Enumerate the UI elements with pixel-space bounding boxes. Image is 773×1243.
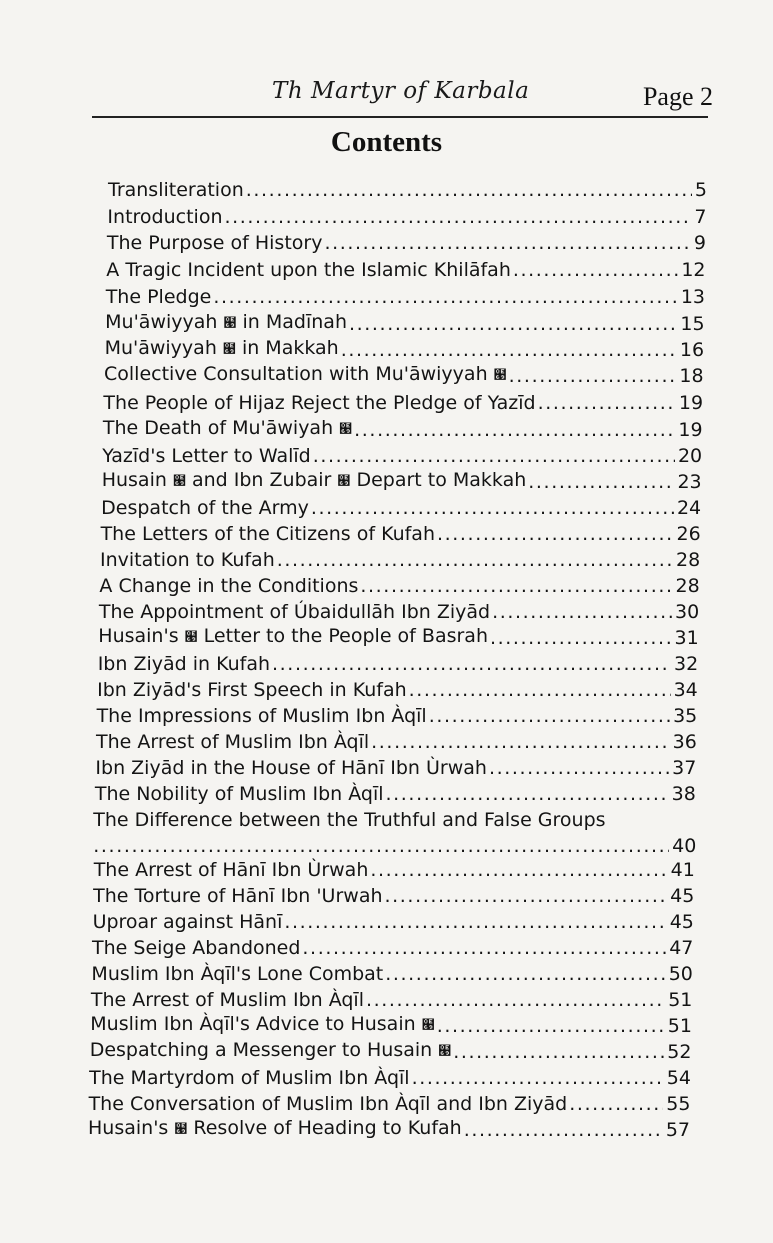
toc-entry: [105, 338, 705, 362]
toc-leader-dots: [437, 1014, 665, 1038]
toc-entry-page: 38: [671, 783, 696, 805]
toc-leader-dots: [429, 704, 670, 728]
toc-entry: [93, 884, 694, 908]
toc-entry-page: 47: [669, 937, 694, 959]
toc-leader-dots: [453, 1040, 664, 1064]
toc-entry: [98, 626, 698, 650]
toc-entry: [103, 391, 703, 415]
toc-leader-dots: [277, 548, 673, 572]
toc-entry-title: Transliteration: [108, 179, 244, 201]
toc-entry-page: 19: [678, 392, 704, 414]
honorific-symbol: ๩: [339, 422, 353, 437]
toc-entry-page: 45: [669, 911, 694, 933]
honorific-symbol: ๩: [222, 342, 236, 357]
toc-entry: [105, 312, 704, 336]
toc-leader-dots: [93, 834, 669, 858]
toc-leader-dots: [437, 522, 673, 546]
toc-entry: [98, 652, 699, 676]
toc-entry-title: The Nobility of Muslim Ibn Àqīl: [94, 783, 384, 805]
toc-entry-page: 13: [680, 286, 706, 308]
toc-leader-dots: [324, 231, 690, 255]
toc-entry-page: 20: [677, 445, 703, 467]
toc-entry-page: 35: [673, 705, 698, 727]
toc-entry-title: The Arrest of Hānī Ibn Ùrwah: [93, 859, 369, 881]
honorific-symbol: ๩: [184, 630, 198, 645]
toc-leader-dots: [213, 285, 678, 309]
toc-entry-title: A Tragic Incident upon the Islamic Khilāfah: [106, 259, 511, 281]
toc-leader-dots: [490, 626, 672, 650]
toc-entry: [92, 936, 693, 960]
toc-entry-title: Ibn Ziyād in the House of Hānī Ibn Ùrwah: [95, 757, 487, 779]
toc-leader-dots: [538, 391, 676, 415]
toc-entry-page: 45: [670, 885, 695, 907]
toc-entry-title: The Martyrdom of Muslim Ibn Àqīl: [89, 1067, 410, 1089]
toc-entry-title: Ibn Ziyād in Kufah: [97, 653, 271, 675]
toc-entry-title: Introduction: [107, 206, 223, 228]
toc-entry: [107, 205, 706, 229]
toc-leader-dots: [313, 444, 675, 468]
honorific-symbol: ๩: [223, 316, 237, 331]
toc-entry: [104, 364, 704, 388]
toc-entry-page: 40: [672, 835, 697, 857]
running-title: Th Martyr of Karbala: [272, 78, 530, 104]
toc-entry-page: 23: [677, 471, 702, 493]
honorific-symbol: ๩: [172, 474, 186, 489]
toc-leader-dots: [489, 756, 669, 780]
toc-leader-dots: [386, 782, 669, 806]
toc-entry: [96, 730, 697, 754]
honorific-symbol: ๩: [493, 368, 507, 383]
toc-entry: [106, 258, 705, 282]
toc-entry: [108, 178, 707, 202]
toc-entry-title: The Torture of Hānī Ibn 'Urwah: [93, 885, 383, 907]
toc-leader-dots: [360, 574, 672, 598]
toc-entry: [97, 704, 698, 728]
toc-entry-page: 31: [674, 627, 699, 649]
toc-entry-page: 55: [666, 1093, 691, 1115]
toc-leader-dots: [528, 470, 674, 494]
toc-entry-page: 54: [666, 1067, 691, 1089]
toc-leader-dots: [349, 312, 677, 336]
toc-leader-dots: [246, 178, 692, 202]
toc-entry-title: Husain's ๩ Resolve of Heading to Kufah: [88, 1117, 462, 1139]
toc-entry-title: Invitation to Kufah: [100, 549, 275, 571]
toc-leader-dots: [385, 962, 665, 986]
toc-entry-page: 57: [665, 1119, 690, 1141]
toc-leader-dots: [366, 988, 665, 1012]
toc-leader-dots: [302, 936, 666, 960]
toc-entry: [89, 1092, 691, 1116]
toc-entry: [94, 858, 695, 882]
toc-entry-page: 28: [675, 575, 700, 597]
toc-entry: [90, 1040, 692, 1064]
toc-entry-title: Ibn Ziyād's First Speech in Kufah: [97, 679, 407, 701]
toc-leader-dots: [341, 338, 677, 362]
honorific-symbol: ๩: [174, 1122, 188, 1137]
toc-entry-page: 30: [675, 601, 700, 623]
toc-entry-title: The Impressions of Muslim Ibn Àqīl: [96, 705, 427, 727]
toc-entry-title: Despatch of the Army: [101, 497, 309, 519]
toc-leader-dots: [272, 652, 671, 676]
toc-entry-title: Collective Consultation with Mu'āwiyyah ๩: [104, 363, 507, 385]
toc-leader-dots: [409, 678, 671, 702]
toc-leader-dots: [412, 1066, 664, 1090]
toc-entry: [103, 418, 703, 442]
toc-entry-page: 26: [676, 523, 701, 545]
toc-entry-title: Muslim Ibn Àqīl's Advice to Husain ๩: [90, 1013, 435, 1035]
toc-leader-dots: [385, 884, 668, 908]
toc-entry-title: The Arrest of Muslim Ibn Àqīl: [90, 989, 364, 1011]
toc-entry-page: 12: [681, 259, 706, 281]
toc-entry: [89, 1066, 691, 1090]
toc-entry: [97, 678, 698, 702]
toc-entry: [99, 600, 699, 624]
toc-leader-dots: [370, 858, 667, 882]
toc-leader-dots: [371, 730, 669, 754]
toc-entry-title: The Purpose of History: [106, 232, 323, 254]
toc-entry-page: 32: [674, 653, 699, 675]
toc-entry-page: 51: [668, 989, 693, 1011]
toc-entry-page: 16: [679, 339, 705, 361]
toc-entry-page: 37: [672, 757, 697, 779]
toc-entry: [102, 470, 702, 494]
contents-heading: Contents: [330, 126, 443, 158]
toc-entry-page: 51: [667, 1015, 692, 1037]
toc-entry-title: The Letters of the Citizens of Kufah: [100, 523, 435, 545]
honorific-symbol: ๩: [337, 474, 351, 489]
toc-entry-page: 52: [667, 1041, 692, 1063]
toc-entry: [93, 834, 696, 858]
toc-entry: [91, 962, 692, 986]
toc-entry-page: 19: [678, 419, 703, 441]
toc-entry-title: Husain ๩ and Ibn Zubair ๩ Depart to Makkah: [101, 469, 527, 491]
toc-entry: [88, 1118, 690, 1142]
toc-leader-dots: [513, 258, 678, 282]
toc-entry-title: The Pledge: [105, 286, 212, 308]
toc-entry-title: Despatching a Messenger to Husain ๩: [89, 1039, 452, 1061]
toc-entry: [101, 522, 701, 546]
toc-leader-dots: [354, 418, 675, 442]
toc-entry-title: The Arrest of Muslim Ibn Àqīl: [96, 731, 370, 753]
toc-entry-page: 7: [694, 206, 707, 228]
toc-entry-title: The Appointment of Úbaidullāh Ibn Ziyād: [98, 601, 491, 623]
toc-entry: [90, 1014, 692, 1038]
toc-entry: [91, 988, 693, 1012]
toc-entry-title: A Change in the Conditions: [99, 575, 359, 597]
toc-entry-title: Muslim Ibn Àqīl's Lone Combat: [91, 963, 384, 985]
toc-entry-page: 50: [668, 963, 693, 985]
toc-entry-page: 41: [670, 859, 695, 881]
toc-entry: [93, 910, 694, 934]
toc-entry-page: 28: [676, 549, 701, 571]
toc-entry: [95, 782, 696, 806]
toc-entry-page: 24: [676, 497, 702, 519]
toc-leader-dots: [569, 1092, 663, 1116]
toc-leader-dots: [284, 910, 666, 934]
toc-entry-title: The Seige Abandoned: [92, 937, 301, 959]
toc-leader-dots: [464, 1118, 663, 1142]
toc-leader-dots: [224, 205, 691, 229]
toc-entry-title: The Death of Mu'āwiyah ๩: [102, 417, 353, 439]
toc-entry-title: The People of Hijaz Reject the Pledge of Yazīd: [103, 392, 536, 414]
toc-entry-page: 18: [679, 365, 704, 387]
toc-entry-title: The Difference between the Truthful and False Groups: [93, 809, 606, 831]
honorific-symbol: ๩: [421, 1018, 435, 1033]
honorific-symbol: ๩: [438, 1044, 452, 1059]
toc-entry: [107, 231, 706, 255]
toc-entry-title: The Conversation of Muslim Ibn Àqīl and Ibn Ziyād: [88, 1093, 568, 1115]
toc-leader-dots: [311, 496, 674, 520]
toc-entry: [106, 285, 705, 309]
toc-entry: [101, 496, 701, 520]
toc-entry-title: Mu'āwiyyah ๩ in Madīnah: [105, 311, 347, 333]
toc-entry: [100, 548, 700, 572]
toc-entry: [102, 444, 702, 468]
toc-entry-page: 9: [693, 232, 706, 254]
toc-entry-page: 34: [673, 679, 698, 701]
page-number: Page 2: [642, 82, 713, 111]
toc-entry-title: Yazīd's Letter to Walīd: [102, 445, 311, 467]
toc-entry-page: 5: [694, 179, 707, 201]
toc-entry-title: Husain's ๩ Letter to the People of Basrah: [98, 625, 488, 647]
toc-leader-dots: [492, 600, 672, 624]
toc-entry-page: 15: [680, 313, 705, 335]
toc-entry-title: Uproar against Hānī: [92, 911, 283, 933]
toc-leader-dots: [509, 364, 677, 388]
toc-entry: [99, 574, 699, 598]
toc-entry-title: Mu'āwiyyah ๩ in Makkah: [104, 337, 339, 359]
toc-entry: [95, 756, 696, 780]
toc-entry-page: 36: [672, 731, 697, 753]
